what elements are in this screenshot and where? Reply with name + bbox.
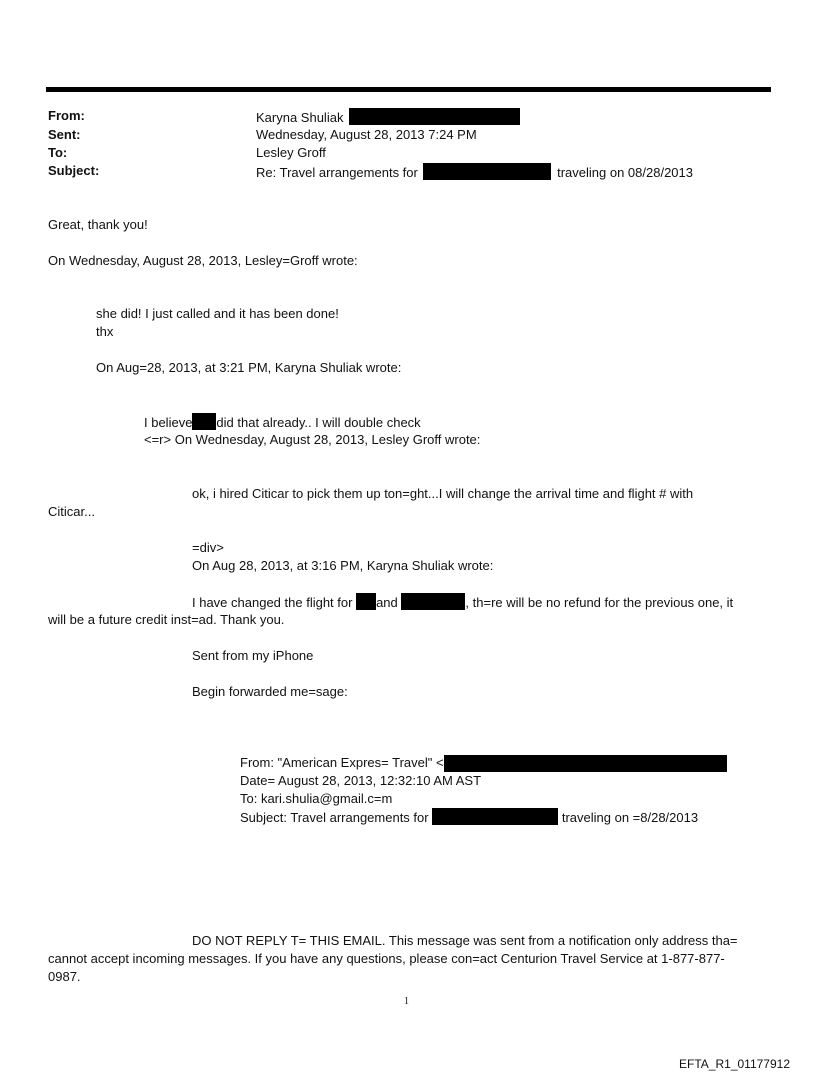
- quote-text: Citicar...: [48, 504, 95, 519]
- redaction-box: [423, 163, 551, 180]
- from-label: From:: [48, 108, 85, 123]
- quote-text: =div>: [192, 540, 224, 555]
- subject-prefix: Re: Travel arrangements for: [256, 165, 418, 180]
- document-id: EFTA_R1_01177912: [679, 1057, 790, 1071]
- quote-text: Begin forwarded me=sage:: [192, 684, 348, 699]
- quote-fragment: I have changed the flight for: [192, 595, 353, 610]
- sent-label: Sent:: [48, 127, 81, 142]
- forwarded-subject-prefix: Subject: Travel arrangements for: [240, 810, 429, 825]
- notice-text: cannot accept incoming messages. If you have any questions, please con=act Centurion Travel Service at 1-877-877-: [48, 951, 725, 966]
- notice-text: 0987.: [48, 969, 81, 984]
- redaction-box: [192, 413, 216, 430]
- forwarded-from-text: From: "American Expres= Travel" <: [240, 755, 444, 770]
- forwarded-to: To: kari.shulia@gmail.c=m: [240, 791, 393, 806]
- quote-text: will be a future credit inst=ad. Thank you.: [48, 612, 285, 627]
- subject-label: Subject:: [48, 163, 100, 178]
- quote-header-4: On Aug 28, 2013, at 3:16 PM, Karyna Shuliak wrote:: [192, 558, 494, 573]
- forwarded-date: [240, 772, 481, 790]
- quote-fragment: did that already.. I will double check: [216, 415, 421, 430]
- redaction-box: [356, 593, 376, 610]
- page-number: 1: [404, 996, 409, 1007]
- sent-value: Wednesday, August 28, 2013 7:24 PM: [256, 127, 477, 142]
- from-value: [256, 108, 520, 125]
- to-label: To:: [48, 145, 68, 160]
- redaction-box: [432, 808, 558, 825]
- redaction-box: [444, 755, 727, 772]
- quote-fragment: , th=re will be no refund for the previous one, it: [465, 595, 734, 610]
- quote-header-3: <=r> On Wednesday, August 28, 2013, Lesley Groff wrote:: [144, 432, 481, 447]
- from-name: Karyna Shuliak: [256, 110, 344, 125]
- to-value: Lesley Groff: [256, 145, 326, 160]
- quote-header-2: On Aug=28, 2013, at 3:21 PM, Karyna Shuliak wrote:: [96, 360, 402, 375]
- forwarded-date-text: Date= August 28, 2013, 12:32:10 A: [240, 773, 443, 788]
- quote-text: thx: [96, 324, 114, 339]
- quote-text: she did! I just called and it has been done!: [96, 306, 339, 321]
- forwarded-from: [240, 754, 727, 772]
- reply-text: Great, thank you!: [48, 217, 148, 232]
- forwarded-subject: [240, 808, 698, 827]
- quote-text: [144, 413, 421, 432]
- quote-text: [192, 593, 733, 612]
- subject-value: [256, 163, 693, 180]
- quote-header-1: On Wednesday, August 28, 2013, Lesley=Groff wrote:: [48, 253, 358, 268]
- redaction-box: [349, 108, 520, 125]
- notice-text: DO NOT REPLY T= THIS EMAIL. This message was sent from a notification only address tha=: [192, 933, 738, 948]
- quote-fragment: I believe: [144, 415, 193, 430]
- quote-text: Sent from my iPhone: [192, 648, 314, 663]
- redaction-box: [401, 593, 465, 610]
- forwarded-date-tail: M AST: [442, 773, 482, 788]
- quote-fragment: and: [376, 595, 398, 610]
- forwarded-subject-suffix: traveling on =8/28/2013: [561, 810, 699, 825]
- subject-suffix: traveling on 08/28/2013: [557, 165, 693, 180]
- quote-text: ok, i hired Citicar to pick them up ton=ght...I will change the arrival time and flight # with: [192, 486, 694, 501]
- header-rule: [46, 87, 771, 92]
